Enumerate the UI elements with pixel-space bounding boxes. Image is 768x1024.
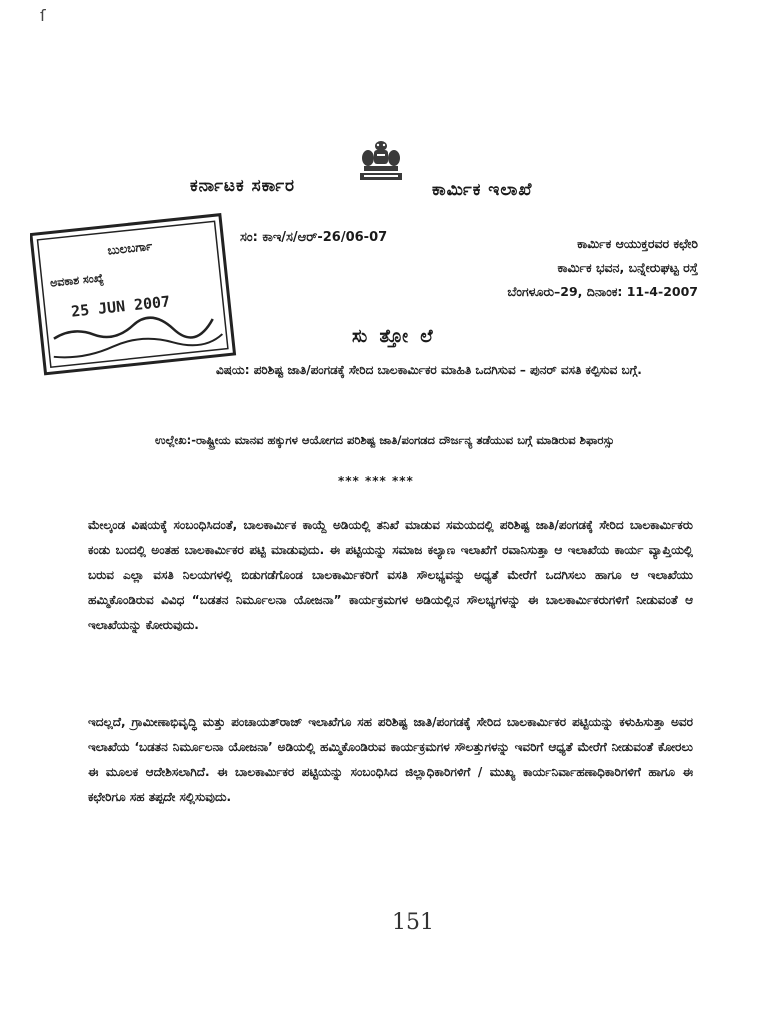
circular-title: ಸು ತ್ತೋ ಲೆ (352, 326, 436, 347)
office-place-date: ಬೆಂಗಳೂರು–29, ದಿನಾಂಕ: 11-4-2007 (507, 284, 698, 299)
stamp-date: 25 JUN 2007 (70, 292, 171, 321)
corner-mark: ſ (40, 6, 46, 25)
page-number: 151 (392, 910, 434, 935)
office-address: ಕಾರ್ಮಿಕ ಭವನ, ಬನ್ನೇರುಘಟ್ಟ ರಸ್ತೆ (557, 260, 698, 275)
header-department: ಕಾರ್ಮಿಕ ಇಲಾಖೆ (432, 180, 533, 200)
reference-line: ಉಲ್ಲೇಖ:-ರಾಷ್ಟ್ರೀಯ ಮಾನವ ಹಕ್ಕುಗಳ ಆಯೋಗದ ಪರಿಶಿಷ್ಟ ಜಾತಿ/ಪಂಗಡದ ದೌರ್ಜನ್ಯ ತಡೆಯುವ ಬಗ್ಗೆ ಮಾಡಿರುವ ಶಿಫಾರಸ್ಸು (155, 433, 615, 447)
body-paragraph-1: ಮೇಲ್ಕಂಡ ವಿಷಯಕ್ಕೆ ಸಂಬಂಧಿಸಿದಂತೆ, ಬಾಲಕಾರ್ಮಿಕ ಕಾಯ್ದೆ ಅಡಿಯಲ್ಲಿ ತನಿಖೆ ಮಾಡುವ ಸಮಯದಲ್ಲಿ ಪರಿಶಿಷ್ಟ ಜಾತಿ/ಪಂಗಡಕ್ಕೆ ಸೇರಿದ ಬಾಲಕಾರ್ಮಿಕರು ಕಂಡು ಬಂದಲ್ಲಿ ಅಂತಹ ಬಾಲಕಾರ್ಮಿಕರ ಪಟ್ಟಿ ಮಾಡುವುದು. ಈ ಪಟ್ಟಿಯನ್ನು ಸಮಾಜ ಕಲ್ಯಾಣ ಇಲಾಖೆಗೆ ರವಾನಿಸುತ್ತಾ ಆ ಇಲಾಖೆಯ ಕಾರ್ಯ ವ್ಯಾಪ್ತಿಯಲ್ಲಿ ಬರುವ ಎಲ್ಲಾ ವಸತಿ ನಿಲಯಗಳಲ್ಲಿ ಬಿಡುಗಡೆಗೊಂಡ ಬಾಲಕಾರ್ಮಿಕರಿಗೆ ವಸತಿ ಸೌಲಭ್ಯವನ್ನು ಅಧ್ಯತೆ ಮೇರೆಗೆ ಒದಗಿಸಲು ಹಾಗೂ ಆ ಇಲಾಖೆಯು ಹಮ್ಮಿಕೊಂಡಿರುವ ವಿವಿಧ “ಬಡತನ ನಿರ್ಮೂಲನಾ ಯೋಜನಾ” ಕಾರ್ಯಕ್ರಮಗಳ ಅಡಿಯಲ್ಲಿನ ಸೌಲಭ್ಯಗಳನ್ನು ಈ ಬಾಲಕಾರ್ಮಿಕರುಗಳಿಗೆ ನೀಡುವಂತೆ ಆ ಇಲಾಖೆಯನ್ನು ಕೋರುವುದು. (88, 518, 693, 632)
separator-stars: *** *** *** (338, 474, 414, 488)
body-paragraph-2: ಇದಲ್ಲದೆ, ಗ್ರಾಮೀಣಾಭಿವೃದ್ಧಿ ಮತ್ತು ಪಂಚಾಯತ್‌ರಾಜ್ ಇಲಾಖೆಗೂ ಸಹ ಪರಿಶಿಷ್ಟ ಜಾತಿ/ಪಂಗಡಕ್ಕೆ ಸೇರಿದ ಬಾಲಕಾರ್ಮಿಕರ ಪಟ್ಟಿಯನ್ನು ಕಳುಹಿಸುತ್ತಾ ಅವರ ಇಲಾಖೆಯ ‘ಬಡತನ ನಿರ್ಮೂಲನಾ ಯೋಜನಾ’ ಅಡಿಯಲ್ಲಿ ಹಮ್ಮಿಕೊಂಡಿರುವ ಕಾರ್ಯಕ್ರಮಗಳ ಸೌಲತ್ತುಗಳನ್ನು ಇವರಿಗೆ ಆಧ್ಯತೆ ಮೇರೆಗೆ ನೀಡುವಂತೆ ಕೋರಲು ಈ ಮೂಲಕ ಆದೇಶಿಸಲಾಗಿದೆ. ಈ ಬಾಲಕಾರ್ಮಿಕರ ಪಟ್ಟಿಯನ್ನು ಸಂಬಂಧಿಸಿದ ಜಿಲ್ಲಾಧಿಕಾರಿಗಳಿಗೆ / ಮುಖ್ಯ ಕಾರ್ಯನಿರ್ವಾಹಣಾಧಿಕಾರಿಗಳಿಗೆ ಹಾಗೂ ಈ ಕಛೇರಿಗೂ ಸಹ ತಪ್ಪದೇ ಸಲ್ಲಿಸುವುದು. (88, 715, 693, 804)
received-stamp (30, 212, 245, 377)
stamp-line1: ಬುಲಬರ್ಗಾ (106, 238, 153, 258)
subject-line: ವಿಷಯ: ಪರಿಶಿಷ್ಟ ಜಾತಿ/ಪಂಗಡಕ್ಕೆ ಸೇರಿದ ಬಾಲಕಾರ್ಮಿಕರ ಮಾಹಿತಿ ಒದಗಿಸುವ – ಪುನರ್ ವಸತಿ ಕಲ್ಪಿಸುವ ಬಗ್ಗೆ. (216, 363, 642, 377)
reference-number: ಸಂ: ಕಾಇ/ಸ/ಆರ್-26/06-07 (240, 230, 388, 245)
header-government: ಕರ್ನಾಟಕ ಸರ್ಕಾರ (190, 176, 296, 196)
office-name: ಕಾರ್ಮಿಕ ಆಯುಕ್ತರವರ ಕಛೇರಿ (577, 236, 698, 251)
stamp-line2: ಅವಕಾಶ ಸಂಖ್ಯೆ (49, 271, 105, 290)
state-emblem-icon (356, 138, 406, 182)
